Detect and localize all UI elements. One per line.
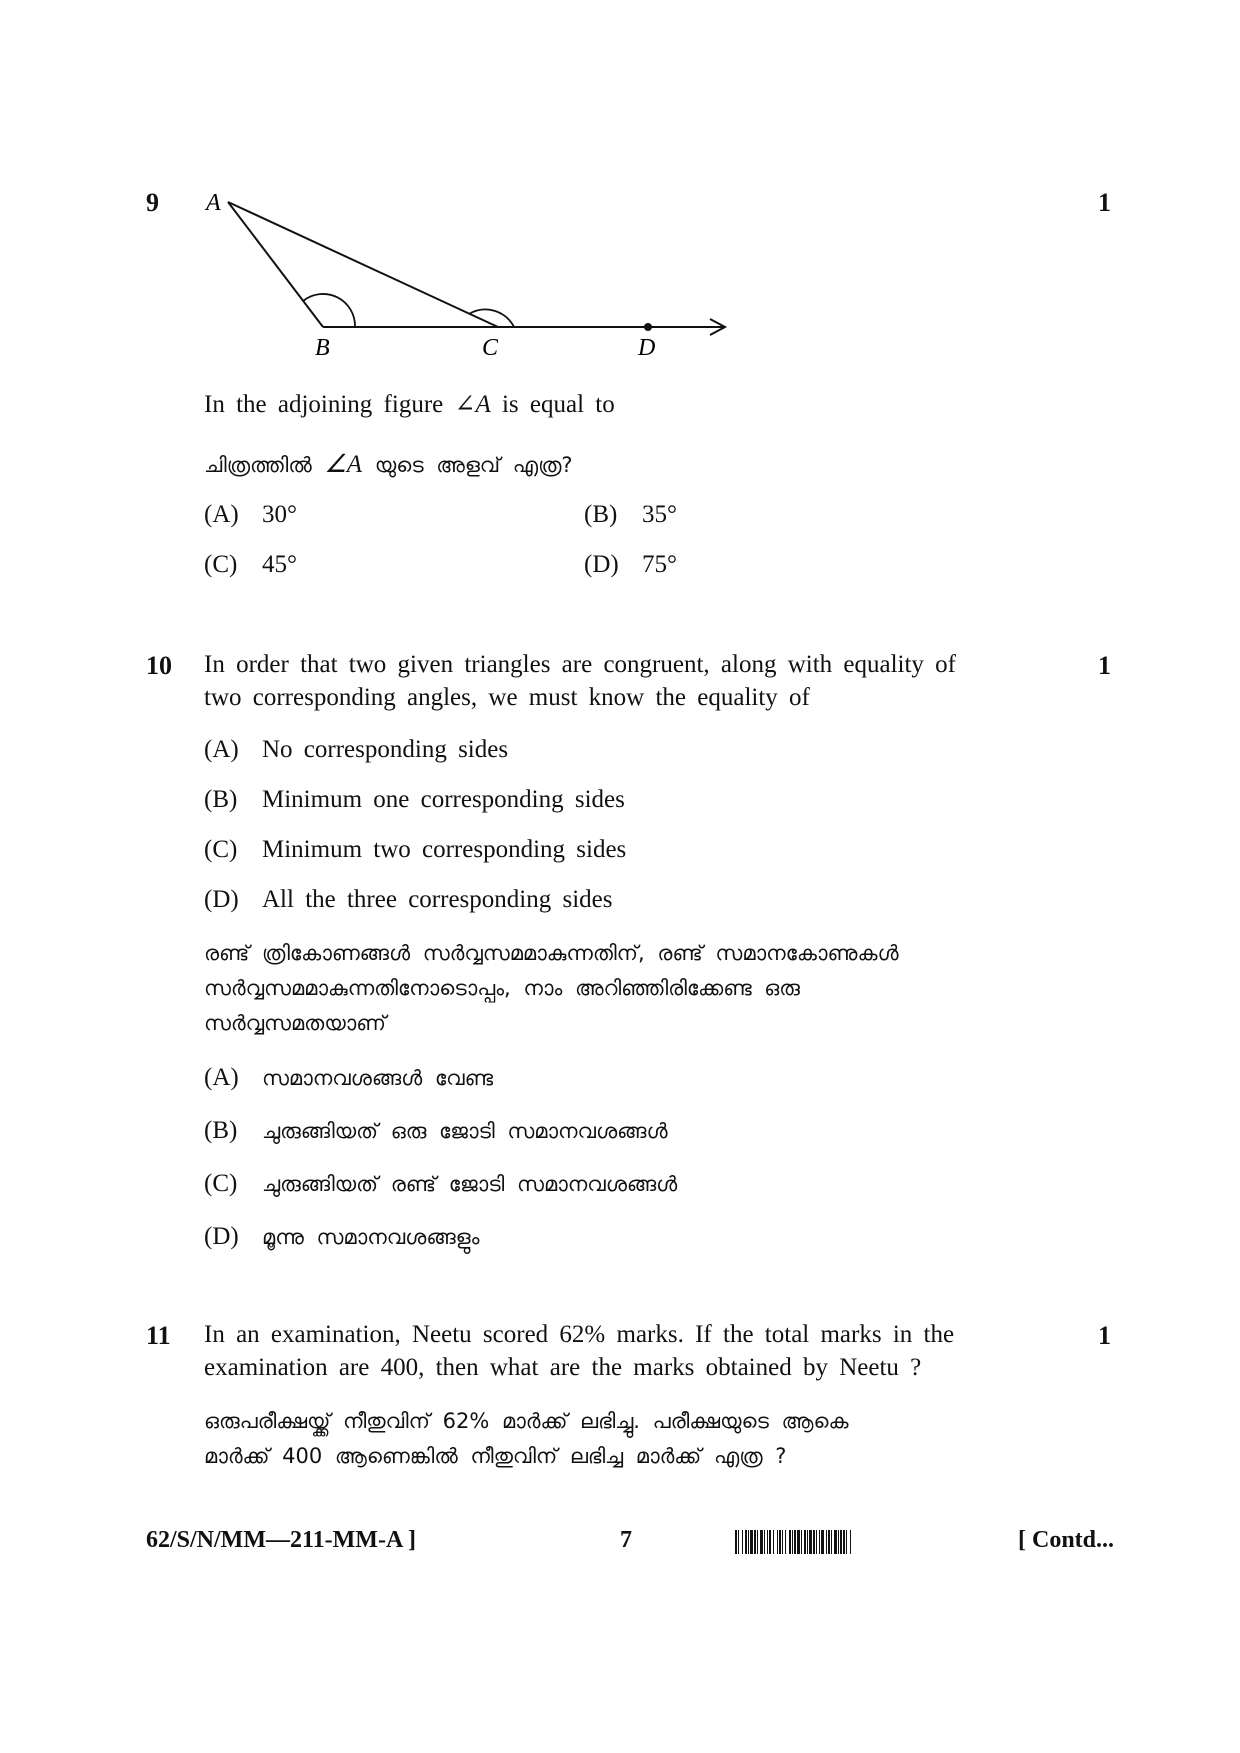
option-letter: (B) <box>204 786 238 813</box>
question-11-text-line1: In an examination, Neetu scored 62% marks. If the total marks in the <box>204 1321 955 1348</box>
option-value: Minimum one corresponding sides <box>262 786 625 813</box>
side-ab <box>228 202 323 327</box>
option-letter: (A) <box>204 1064 239 1091</box>
option-value: 45° <box>262 551 297 578</box>
option-9c[interactable] <box>204 548 297 581</box>
option-value: 75° <box>642 551 677 578</box>
option-letter: (C) <box>204 836 238 863</box>
option-10a[interactable] <box>204 733 508 766</box>
option-10d[interactable] <box>204 883 612 916</box>
option-10c-ml[interactable] <box>204 1167 677 1201</box>
option-letter: (B) <box>584 501 618 528</box>
question-9-figure <box>190 180 750 365</box>
option-value: All the three corresponding sides <box>262 886 613 913</box>
angle-a-symbol: ∠A <box>454 391 491 418</box>
option-10c[interactable] <box>204 833 626 866</box>
footer-contd: [ Contd... <box>1018 1527 1115 1553</box>
question-9-ml-pre: ചിത്രത്തിൽ <box>204 453 325 477</box>
question-11-number: 11 <box>146 1321 171 1350</box>
question-10-ml-line1: രണ്ട് ത്രികോണങ്ങൾ സർവ്വസമമാകുന്നതിന്, രണ്ട് സമാനകോണുകൾ <box>204 941 899 965</box>
option-letter: (A) <box>204 501 239 528</box>
angle-a-symbol-ml: ∠A <box>324 451 363 478</box>
option-value: 35° <box>642 501 677 528</box>
option-10b[interactable] <box>204 783 625 816</box>
question-10-marks: 1 <box>1098 651 1111 680</box>
label-b: B <box>315 335 330 360</box>
triangle-diagram <box>190 180 750 360</box>
option-9b[interactable] <box>584 498 677 531</box>
label-d: D <box>638 335 656 360</box>
question-9-text-post: is equal to <box>490 391 615 418</box>
question-10-text-line2: two corresponding angles, we must know the equality of <box>204 684 810 711</box>
question-10-ml-line2: സർവ്വസമമാകുന്നതിനോടൊപ്പം, നാം അറിഞ്ഞിരിക്കേണ്ട ഒരു <box>204 976 800 1000</box>
barcode-bar <box>851 1530 853 1554</box>
option-letter: (D) <box>584 551 619 578</box>
question-11-ml-line1: ഒരുപരീക്ഷയ്ക്ക് നീതുവിന് 62% മാർക്ക് ലഭിച്ചു. പരീക്ഷയുടെ ആകെ <box>204 1409 849 1433</box>
point-d-dot <box>644 323 652 331</box>
label-c: C <box>482 335 499 360</box>
question-11-ml-line2: മാർക്ക് 400 ആണെങ്കിൽ നീതുവിന് ലഭിച്ച മാർക്ക് എത്ര ? <box>204 1444 787 1468</box>
option-value: മൂന്നു സമാനവശങ്ങളും <box>262 1225 480 1249</box>
question-11-text-line2: examination are 400, then what are the marks obtained by Neetu ? <box>204 1354 922 1381</box>
option-letter: (C) <box>204 551 238 578</box>
question-9-text <box>204 388 615 421</box>
question-10-text-line1: In order that two given triangles are congruent, along with equality of <box>204 651 957 678</box>
option-value: No corresponding sides <box>262 736 509 763</box>
side-ac <box>228 202 498 327</box>
option-value: 30° <box>262 501 297 528</box>
question-10-number: 10 <box>146 651 172 680</box>
option-letter: (D) <box>204 1223 239 1250</box>
question-9-text-pre: In the adjoining figure <box>204 391 455 418</box>
question-9-ml-text <box>204 448 573 482</box>
option-9a[interactable] <box>204 498 297 531</box>
option-value: Minimum two corresponding sides <box>262 836 627 863</box>
option-letter: (D) <box>204 886 239 913</box>
option-letter: (B) <box>204 1117 238 1144</box>
question-9-marks: 1 <box>1098 188 1111 217</box>
option-9d[interactable] <box>584 548 677 581</box>
option-10d-ml[interactable] <box>204 1220 479 1254</box>
option-letter: (A) <box>204 736 239 763</box>
option-value: ചുരുങ്ങിയത് രണ്ട് ജോടി സമാനവശങ്ങൾ <box>262 1172 678 1196</box>
question-10-ml-line3: സർവ്വസമതയാണ് <box>204 1011 387 1035</box>
question-9-number: 9 <box>146 188 159 217</box>
option-10a-ml[interactable] <box>204 1061 493 1095</box>
label-a: A <box>206 190 221 216</box>
barcode <box>735 1530 990 1554</box>
option-value: ചുരുങ്ങിയത് ഒരു ജോടി സമാനവശങ്ങൾ <box>262 1119 668 1143</box>
question-9-ml-post: യുടെ അളവ് എത്ര? <box>362 453 573 477</box>
option-letter: (C) <box>204 1170 238 1197</box>
option-value: സമാനവശങ്ങൾ വേണ്ട <box>262 1066 494 1090</box>
option-10b-ml[interactable] <box>204 1114 668 1148</box>
question-11-marks: 1 <box>1098 1321 1111 1350</box>
footer-paper-code: 62/S/N/MM—211-MM-A ] <box>146 1527 416 1553</box>
footer-page-number: 7 <box>620 1527 632 1553</box>
